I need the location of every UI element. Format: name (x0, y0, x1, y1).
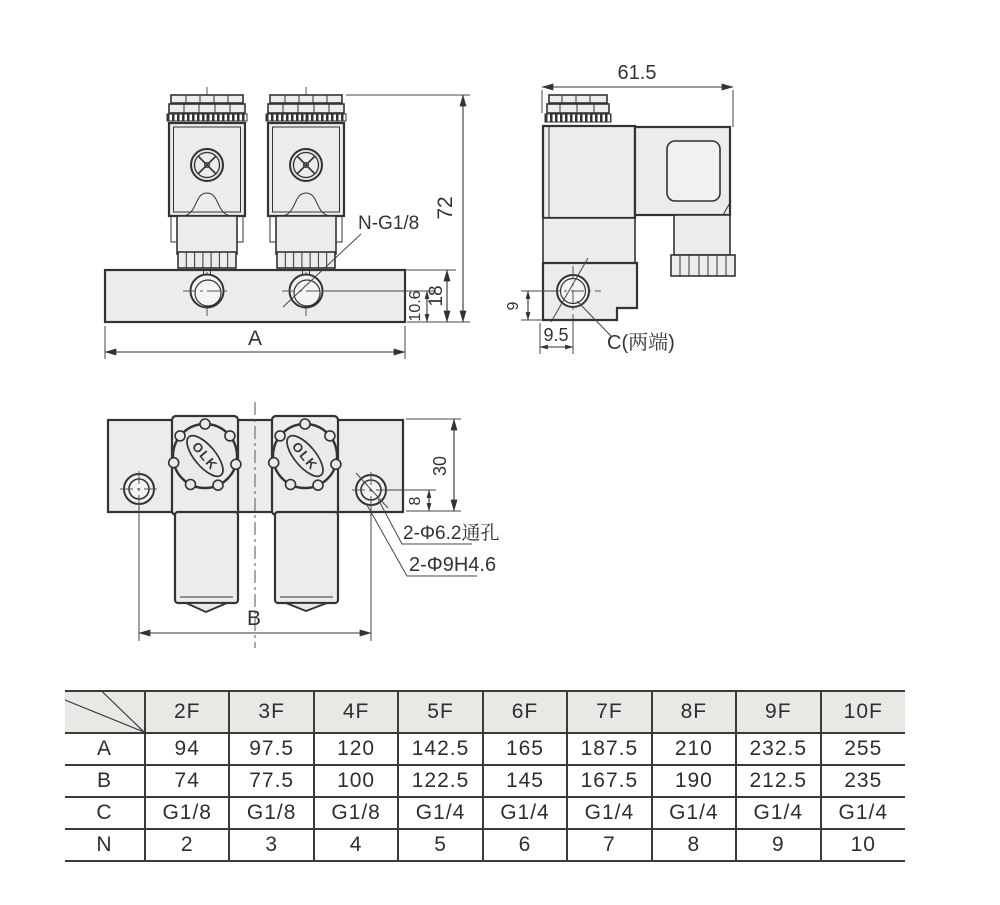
table-cell: 9 (736, 829, 820, 861)
col-header: 2F (145, 691, 229, 733)
table-cell: 145 (483, 765, 567, 797)
connector-nut (671, 255, 735, 276)
table-cell: 97.5 (229, 733, 313, 765)
port-thread-label: N-G1/8 (358, 213, 420, 234)
table-cell: 210 (652, 733, 736, 765)
table-header-row (65, 691, 905, 733)
table-cell: 212.5 (736, 765, 820, 797)
col-header: 3F (229, 691, 313, 733)
solenoid-plan-2 (275, 512, 338, 603)
front-view (105, 87, 470, 359)
table-cell: G1/4 (398, 797, 482, 829)
through-hole-label: 2-Φ6.2通孔 (403, 523, 500, 544)
table-cell: G1/4 (736, 797, 820, 829)
dim-a: A (247, 327, 263, 350)
row-label: B (65, 765, 145, 797)
row-label: A (65, 733, 145, 765)
top-view (108, 402, 499, 648)
col-header: 8F (652, 691, 736, 733)
table-cell: 100 (314, 765, 398, 797)
col-header: 10F (821, 691, 906, 733)
table-row-N (65, 829, 905, 861)
table-cell: G1/4 (821, 797, 906, 829)
table-cell: 7 (567, 829, 651, 861)
table-cell: 5 (398, 829, 482, 861)
table-cell: G1/8 (145, 797, 229, 829)
col-header: 9F (736, 691, 820, 733)
col-header: 5F (398, 691, 482, 733)
table-cell: 165 (483, 733, 567, 765)
knob-brand-text: OLK (188, 438, 222, 474)
valve-body-side (543, 126, 635, 218)
table-cell: 122.5 (398, 765, 482, 797)
col-header: 6F (483, 691, 567, 733)
table-cell: 6 (483, 829, 567, 861)
col-header: 4F (314, 691, 398, 733)
table-cell: 235 (821, 765, 906, 797)
row-label: N (65, 829, 145, 861)
table-cell: 10 (821, 829, 906, 861)
table-cell: 142.5 (398, 733, 482, 765)
table-cell: 187.5 (567, 733, 651, 765)
side-view (505, 62, 735, 354)
table-cell: 3 (229, 829, 313, 861)
table-cell: 4 (314, 829, 398, 861)
table-cell: 2 (145, 829, 229, 861)
table-cell: G1/8 (314, 797, 398, 829)
dim-18: 18 (426, 285, 447, 307)
table-cell: 190 (652, 765, 736, 797)
table-cell: 167.5 (567, 765, 651, 797)
table-cell: G1/4 (652, 797, 736, 829)
dim-61-5: 61.5 (617, 62, 657, 84)
row-label: C (65, 797, 145, 829)
table-cell: 74 (145, 765, 229, 797)
table-cell: G1/4 (483, 797, 567, 829)
knob-brand-text: OLK (288, 438, 322, 474)
table-row-C (65, 797, 905, 829)
corner-diagonal (65, 692, 144, 732)
table-cell: 94 (145, 733, 229, 765)
table-row-B (65, 765, 905, 797)
table-cell: 120 (314, 733, 398, 765)
dim-10-6: 10.6 (407, 290, 424, 322)
dim-9-5: 9.5 (543, 325, 569, 345)
dim-9: 9 (505, 301, 522, 311)
dim-30: 30 (430, 455, 450, 477)
dim-8: 8 (407, 496, 424, 506)
table-corner-cell (65, 691, 145, 733)
counterbore-label: 2-Φ9H4.6 (409, 554, 497, 576)
table-row-A (65, 733, 905, 765)
solenoid-plan-1 (175, 512, 238, 603)
dim-b: B (246, 607, 262, 630)
manifold-base (105, 270, 405, 322)
table-cell: 8 (652, 829, 736, 861)
table-cell: G1/4 (567, 797, 651, 829)
table-cell: G1/8 (229, 797, 313, 829)
dimension-table (65, 690, 905, 862)
side-port-label: C(两端) (607, 332, 675, 354)
table-cell: 77.5 (229, 765, 313, 797)
dim-72: 72 (434, 196, 457, 220)
table-cell: 232.5 (736, 733, 820, 765)
col-header: 7F (567, 691, 651, 733)
table-cell: 255 (821, 733, 906, 765)
